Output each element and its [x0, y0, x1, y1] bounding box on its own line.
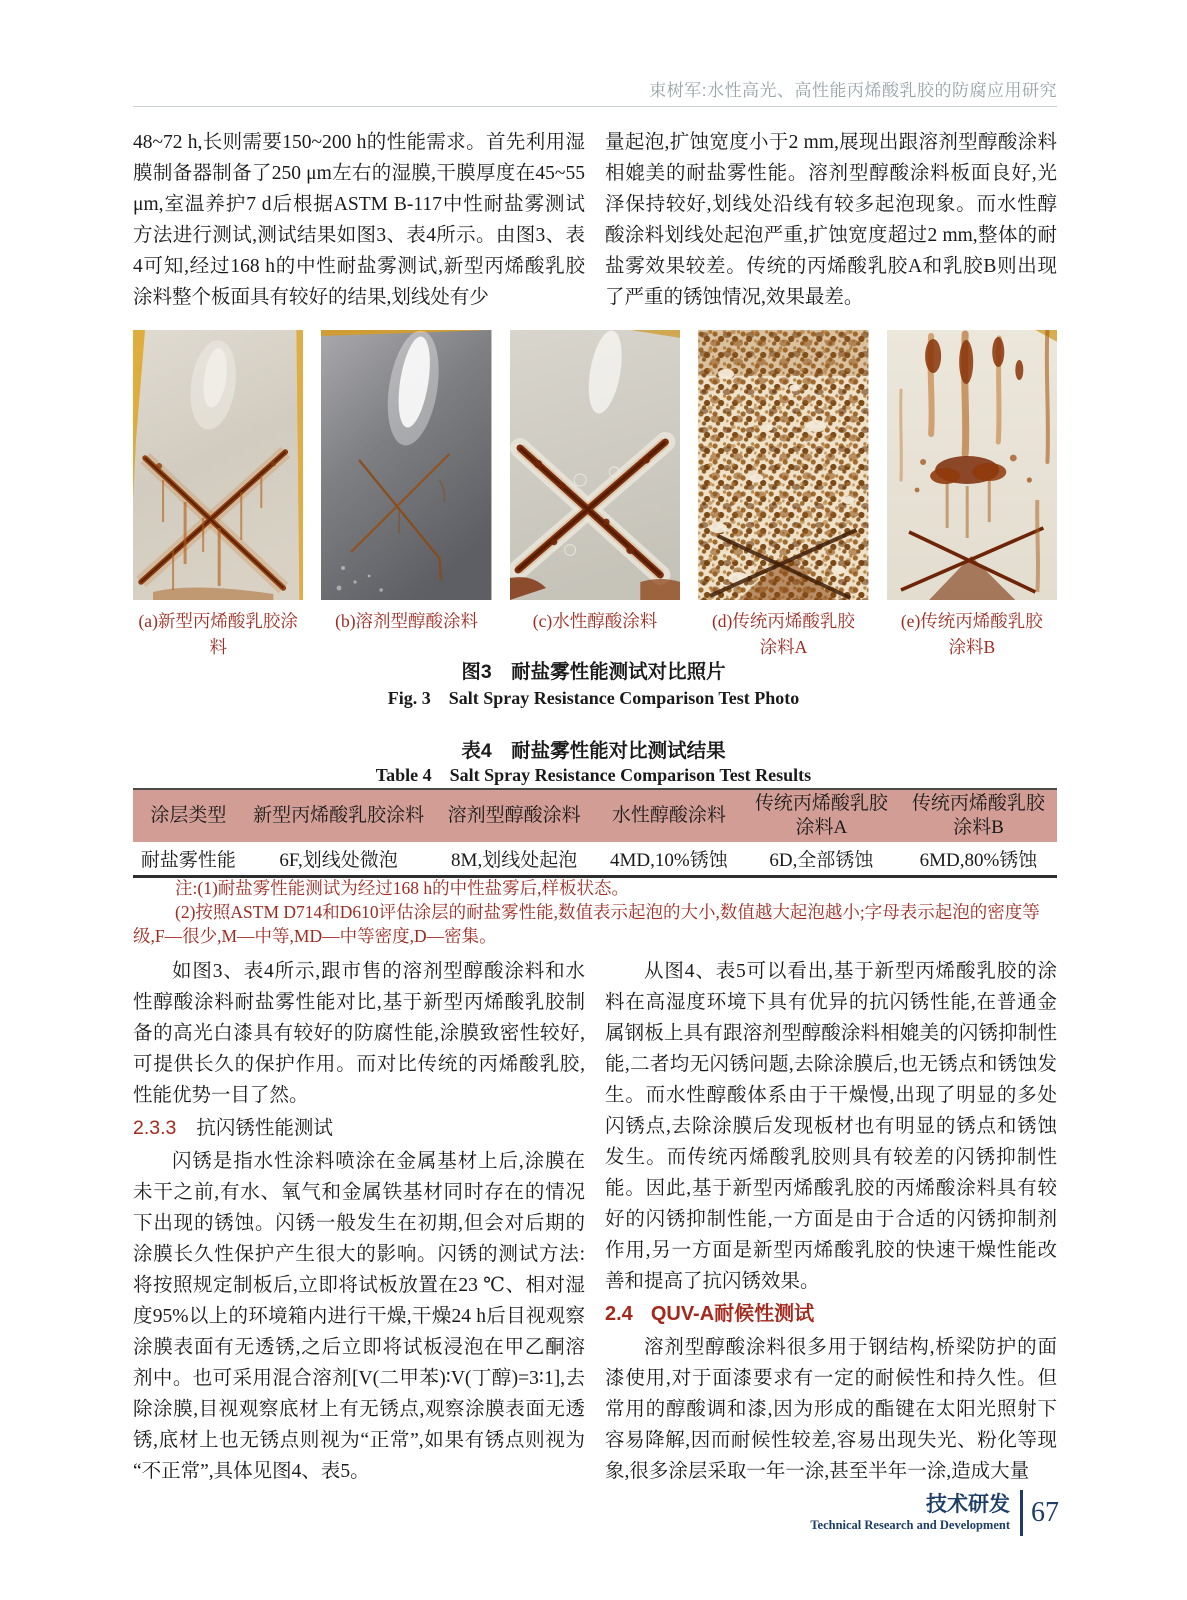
section-heading-2-4	[605, 1299, 1057, 1330]
running-header-title: 束树军:水性高光、高性能丙烯酸乳胶的防腐应用研究	[649, 81, 1057, 100]
photo-caption-c-line1: (c)水性醇酸涂料	[532, 611, 658, 631]
intro-left-paragraph: 48~72 h,长则需要150~200 h的性能需求。首先利用湿膜制备器制备了250 μm左右的湿膜,干膜厚度在45~55 μm,室温养护7 d后根据ASTM B-117中性耐盐雾测试方法进行测试,测试结果如图3、表4所示。由图3、表4可知,经过168 h的中性耐盐雾测试,新型丙烯酸乳胶涂料整个板面具有较好的结果,划线处有少	[133, 132, 585, 308]
salt-spray-photo-a	[133, 330, 303, 600]
table4-note-2: (2)按照ASTM D714和D610评估涂层的耐盐雾性能,数值表示起泡的大小,数值越大起泡越小;字母表示起泡的密度等级,F—很少,M—中等,MD—中等密度,D—密集。	[133, 902, 1040, 946]
footer-divider-bar	[1020, 1490, 1023, 1536]
table4-note-1: 注:(1)耐盐雾性能测试为经过168 h的中性盐雾后,样板状态。	[175, 878, 630, 898]
photo-caption-d-line2: 涂料A	[759, 637, 808, 657]
body-right-paragraph-1: 从图4、表5可以看出,基于新型丙烯酸乳胶的涂料在高湿度环境下具有优异的抗闪锈性能,在普通金属钢板上具有跟溶剂型醇酸涂料相媲美的闪锈抑制性能,二者均无闪锈问题,去除涂膜后,也无锈点和锈蚀发生。而水性醇酸体系由于干燥慢,出现了明显的多处闪锈点,去除涂膜后发现板材也有明显的锈点和锈蚀发生。而传统丙烯酸乳胶则具有较差的闪锈抑制性能。因此,基于新型丙烯酸乳胶的丙烯酸涂料具有较好的闪锈抑制性能,一方面是由于合适的闪锈抑制剂作用,另一方面是新型丙烯酸乳胶的快速干燥性能改善和提高了抗闪锈效果。	[605, 961, 1057, 1292]
table4-header-waterborne-alkyd: 水性醇酸涂料	[595, 789, 743, 842]
table4-notes	[133, 876, 1057, 948]
panel-e-image	[887, 330, 1057, 600]
table4-header-new-acrylic: 新型丙烯酸乳胶涂料	[244, 789, 433, 842]
figure3-photo-strip	[133, 330, 1057, 600]
table4-value-traditional-b: 6MD,80%锈蚀	[900, 842, 1057, 877]
photo-caption-c	[510, 608, 680, 660]
figure3-caption-en: Fig. 3 Salt Spray Resistance Comparison Test Photo	[387, 688, 800, 708]
panel-c-image	[510, 330, 680, 600]
table4-row-label: 耐盐雾性能	[133, 842, 244, 877]
footer-section-labels	[810, 1493, 1010, 1533]
body-left-paragraph-1: 如图3、表4所示,跟市售的溶剂型醇酸涂料和水性醇酸涂料耐盐雾性能对比,基于新型丙烯酸乳胶制备的高光白漆具有较好的防腐性能,涂膜致密性较好,可提供长久的保护作用。而对比传统的丙烯酸乳胶,性能优势一目了然。	[133, 961, 585, 1106]
photo-caption-b	[321, 608, 491, 660]
photo-caption-e-line1: (e)传统丙烯酸乳胶	[900, 611, 1043, 631]
salt-spray-photo-e	[887, 330, 1057, 600]
body-left-column	[133, 956, 585, 1487]
photo-caption-a-line1: (a)新型丙烯酸乳胶涂料	[138, 611, 298, 657]
section-title-2-4: QUV-A耐候性测试	[650, 1303, 815, 1325]
panel-b-image	[321, 330, 491, 600]
body-right-column	[605, 956, 1057, 1487]
body-right-paragraph-2: 溶剂型醇酸涂料很多用于钢结构,桥梁防护的面漆使用,对于面漆要求有一定的耐候性和持久性。但常用的醇酸调和漆,因为形成的酯键在太阳光照射下容易降解,因而耐候性较差,容易出现失光、粉化等现象,很多涂层采取一年一涂,甚至半年一涂,造成大量	[605, 1337, 1057, 1482]
intro-right-column	[605, 127, 1057, 313]
table4-value-waterborne-alkyd: 4MD,10%锈蚀	[595, 842, 743, 877]
photo-caption-e	[887, 608, 1057, 660]
section-number-2-4: 2.4	[605, 1303, 633, 1325]
footer-section-cn: 技术研发	[926, 1493, 1010, 1516]
body-left-paragraph-2: 闪锈是指水性涂料喷涂在金属基材上后,涂膜在未干之前,有水、氧气和金属铁基材同时存在的情况下出现的锈蚀。闪锈一般发生在初期,但会对后期的涂膜长久性保护产生很大的影响。闪锈的测试方法:将按照规定制板后,立即将试板放置在23 ℃、相对湿度95%以上的环境箱内进行干燥,干燥24 h后目视观察涂膜表面有无透锈,之后立即将试板浸泡在甲乙酮溶剂中。也可采用混合溶剂[V(二甲苯)∶V(丁醇)=3∶1],去除涂膜,目视观察底材上有无锈点,观察涂膜表面无透锈,底材上也无锈点则视为“正常”,如果有锈点则视为“不正常”,具体见图4、表5。	[133, 1151, 585, 1482]
table4-value-traditional-a: 6D,全部锈蚀	[743, 842, 900, 877]
photo-caption-e-line2: 涂料B	[948, 637, 996, 657]
table4-header-row	[133, 789, 1057, 842]
table4	[133, 788, 1057, 878]
panel-d-image	[698, 330, 868, 600]
figure3-photo-captions	[133, 608, 1057, 660]
table4-header-traditional-a: 传统丙烯酸乳胶 涂料A	[743, 789, 900, 842]
panel-a-image	[133, 330, 303, 600]
intro-right-paragraph: 量起泡,扩蚀宽度小于2 mm,展现出跟溶剂型醇酸涂料相媲美的耐盐雾性能。溶剂型醇酸涂料板面良好,光泽保持较好,划线处沿线有较多起泡现象。而水性醇酸涂料划线处起泡严重,扩蚀宽度超过2 mm,整体的耐盐雾效果较差。传统的丙烯酸乳胶A和乳胶B则出现了严重的锈蚀情况,效果最差。	[605, 132, 1057, 308]
table4-value-solvent-alkyd: 8M,划线处起泡	[433, 842, 595, 877]
photo-caption-d-line1: (d)传统丙烯酸乳胶	[711, 611, 855, 631]
table4-value-new-acrylic: 6F,划线处微泡	[244, 842, 433, 877]
page-number: 67	[1031, 1497, 1059, 1528]
table4-data-row	[133, 842, 1057, 877]
table4-title-en: Table 4 Salt Spray Resistance Comparison Test Results	[375, 765, 812, 785]
table4-title-cn: 表4 耐盐雾性能对比测试结果	[461, 740, 726, 762]
footer-section-en: Technical Research and Development	[810, 1518, 1010, 1532]
photo-caption-a	[133, 608, 303, 660]
page-footer	[810, 1490, 1059, 1536]
photo-caption-d	[698, 608, 868, 660]
section-number-2-3-3: 2.3.3	[133, 1117, 177, 1139]
table4-header-solvent-alkyd: 溶剂型醇酸涂料	[433, 789, 595, 842]
section-title-2-3-3: 抗闪锈性能测试	[196, 1117, 333, 1139]
salt-spray-photo-c	[510, 330, 680, 600]
table4-header-traditional-b: 传统丙烯酸乳胶 涂料B	[900, 789, 1057, 842]
intro-left-column	[133, 127, 585, 313]
section-heading-2-3-3	[133, 1113, 585, 1144]
photo-caption-b-line1: (b)溶剂型醇酸涂料	[335, 611, 479, 631]
salt-spray-photo-d	[698, 330, 868, 600]
header-rule	[133, 106, 1057, 107]
table4-header-coating-type: 涂层类型	[133, 789, 244, 842]
figure3-caption-cn: 图3 耐盐雾性能测试对比照片	[461, 661, 726, 683]
salt-spray-photo-b	[321, 330, 491, 600]
